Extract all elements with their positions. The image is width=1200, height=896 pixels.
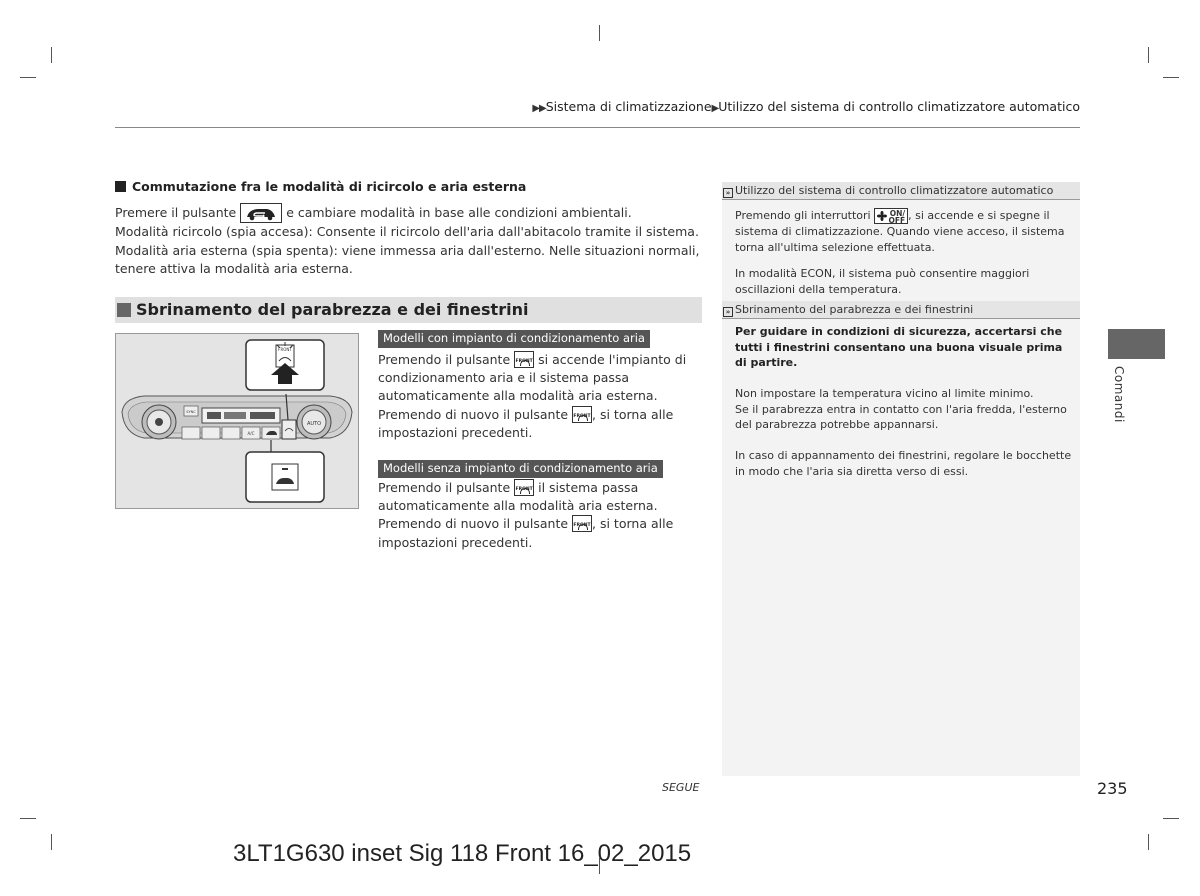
crop-mark [1163, 818, 1179, 819]
square-bullet-icon [115, 181, 126, 192]
note-text: Premendo gli interruttori ON/ OFF , si accende e si spegne il sistema di climatizzazione. Quando viene acceso, il sistema torna all'ultima selezione effettuata. [735, 209, 1065, 254]
crop-mark [1163, 77, 1179, 78]
section-recirculation-title: Commutazione fra le modalità di ricircolo e aria esterna [115, 179, 526, 194]
note-header: » Sbrinamento del parabrezza e dei finestrini [722, 301, 1080, 319]
svg-text:SYNC: SYNC [186, 410, 196, 414]
continued-label: SEGUE [662, 781, 700, 794]
svg-text:FRONT: FRONT [278, 347, 292, 352]
crop-mark [51, 834, 52, 850]
note-marker-icon: » [723, 188, 733, 198]
paragraph: Premendo di nuovo il pulsante FRONT , si torna alle impostazioni precedenti. [378, 406, 700, 442]
paragraph: Premendo di nuovo il pulsante FRONT , si torna alle impostazioni precedenti. [378, 515, 700, 551]
note-warning: Per guidare in condizioni di sicurezza, accertarsi che tutti i finestrini consentano una buona visuale prima di partire. [735, 325, 1063, 370]
label-without-ac: Modelli senza impianto di condizionamento aria [378, 460, 663, 478]
crop-mark [20, 77, 36, 78]
paragraph: Modalità ricircolo (spia accesa): Consente il ricircolo dell'aria dall'abitacolo tramite il sistema. [115, 224, 699, 239]
front-defrost-button-icon [514, 479, 534, 496]
paragraph: tenere attiva la modalità aria esterna. [115, 261, 353, 276]
crop-mark [51, 47, 52, 63]
crop-mark [20, 818, 36, 819]
crop-mark [1148, 834, 1149, 850]
breadcrumb-arrow-icon: ▶ [711, 103, 719, 114]
crop-mark [599, 25, 600, 41]
paragraph: Premendo il pulsante FRONT il sistema passa automaticamente alla modalità aria esterna. [378, 479, 700, 515]
section-recirculation-body [115, 203, 705, 279]
square-bullet-icon [117, 303, 131, 317]
breadcrumb-item[interactable]: Utilizzo del sistema di controllo climatizzatore automatico [718, 99, 1080, 114]
left-temperature-knob-icon [142, 405, 176, 439]
with-ac-body [378, 351, 700, 442]
recirculation-callout-icon [246, 452, 324, 502]
sidebar-notes [722, 182, 1080, 776]
header-rule [115, 127, 1080, 128]
page-number: 235 [1097, 779, 1128, 798]
recirculation-button-icon [240, 203, 282, 223]
right-temperature-knob-icon [297, 405, 331, 439]
without-ac-body [378, 479, 700, 552]
auto-label: AUTO [306, 421, 322, 427]
note-header: » Utilizzo del sistema di controllo climatizzatore automatico [722, 182, 1080, 200]
paragraph: Premere il pulsante e cambiare modalità in base alle condizioni ambientali. [115, 203, 705, 223]
front-defrost-button-icon [572, 515, 592, 532]
note-marker-icon: » [723, 307, 733, 317]
note-text: In caso di appannamento dei finestrini, regolare le bocchette in modo che l'aria sia diretta verso di essi. [735, 449, 1072, 478]
crop-mark [1148, 47, 1149, 63]
note-text: Non impostare la temperatura vicino al limite minimo. Se il parabrezza entra in contatto con l'aria fredda, l'esterno del parabrezza potrebbe appannarsi. [735, 387, 1067, 432]
climate-panel-figure [115, 333, 359, 509]
fan-onoff-button-icon: ON/ OFF [874, 208, 908, 224]
front-defrost-button-icon [514, 351, 534, 368]
section-defrost-title: Sbrinamento del parabrezza e dei finestrini [136, 300, 529, 319]
svg-text:A/C: A/C [247, 431, 255, 436]
breadcrumb [532, 99, 1080, 114]
front-defrost-button-icon [572, 406, 592, 423]
chapter-tab [1108, 329, 1165, 359]
print-code: 3LT1G630 inset Sig 118 Front 16_02_2015 [233, 840, 692, 867]
paragraph: Modalità aria esterna (spia spenta): viene immessa aria dall'esterno. Nelle situazioni normali, [115, 242, 700, 258]
note-text: In modalità ECON, il sistema può consentire maggiori oscillazioni della temperatura. [735, 267, 1030, 296]
breadcrumb-item[interactable]: Sistema di climatizzazione [545, 99, 712, 114]
label-with-ac: Modelli con impianto di condizionamento aria [378, 330, 650, 348]
chapter-tab-label[interactable]: Comandi [1112, 366, 1126, 423]
breadcrumb-arrow-icon: ▶▶ [532, 103, 546, 114]
front-defrost-callout-icon [246, 340, 324, 390]
paragraph: Premendo il pulsante FRONT si accende l'impianto di condizionamento aria e il sistema passa automaticamente alla modalità aria esterna. [378, 351, 700, 406]
